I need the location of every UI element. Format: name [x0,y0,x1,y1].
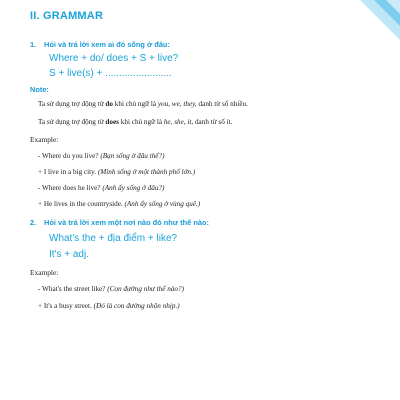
note-label: Note: [30,85,49,94]
question-1-number: 1. [30,40,37,49]
question-1-text: Hỏi và trả lời xem ai đó sống ở đâu: [44,40,170,49]
example-2-line: + It's a busy street. (Đó là con đường nhộn nhịp.) [38,302,180,310]
question-2-number: 2. [30,218,37,227]
example-1-line: - Where does he live? (Anh ấy sống ở đâu?) [38,184,165,192]
question-2-text: Hỏi và trả lời xem một nơi nào đó như thế nào: [44,218,209,227]
formula-answer-adj: It's + adj. [49,249,89,260]
example-2-label: Example: [30,268,59,277]
question-1-title [30,40,170,49]
corner-decoration [352,0,400,40]
formula-answer-live: S + live(s) + ........................ [49,68,172,79]
formula-question-where: Where + do/ does + S + live? [49,53,179,64]
example-1-label: Example: [30,135,59,144]
note-line-do: Ta sử dụng trợ động từ do khi chủ ngữ là you, we, they, danh từ số nhiều. [38,100,248,108]
example-2-line: - What's the street like? (Con đường như thế nào?) [38,285,184,293]
formula-question-like: What's the + địa điểm + like? [49,233,178,244]
note-line-does: Ta sử dụng trợ động từ does khi chủ ngữ là he, she, it, danh từ số ít. [38,118,233,126]
question-2-title [30,218,209,227]
example-1-line: + I live in a big city. (Mình sống ở một thành phố lớn.) [38,168,196,176]
example-1-line: + He lives in the countryside. (Anh ấy sống ở vùng quê.) [38,200,201,208]
section-title: II. GRAMMAR [30,10,104,22]
example-1-line: - Where do you live? (Bạn sống ở đâu thế?) [38,152,165,160]
